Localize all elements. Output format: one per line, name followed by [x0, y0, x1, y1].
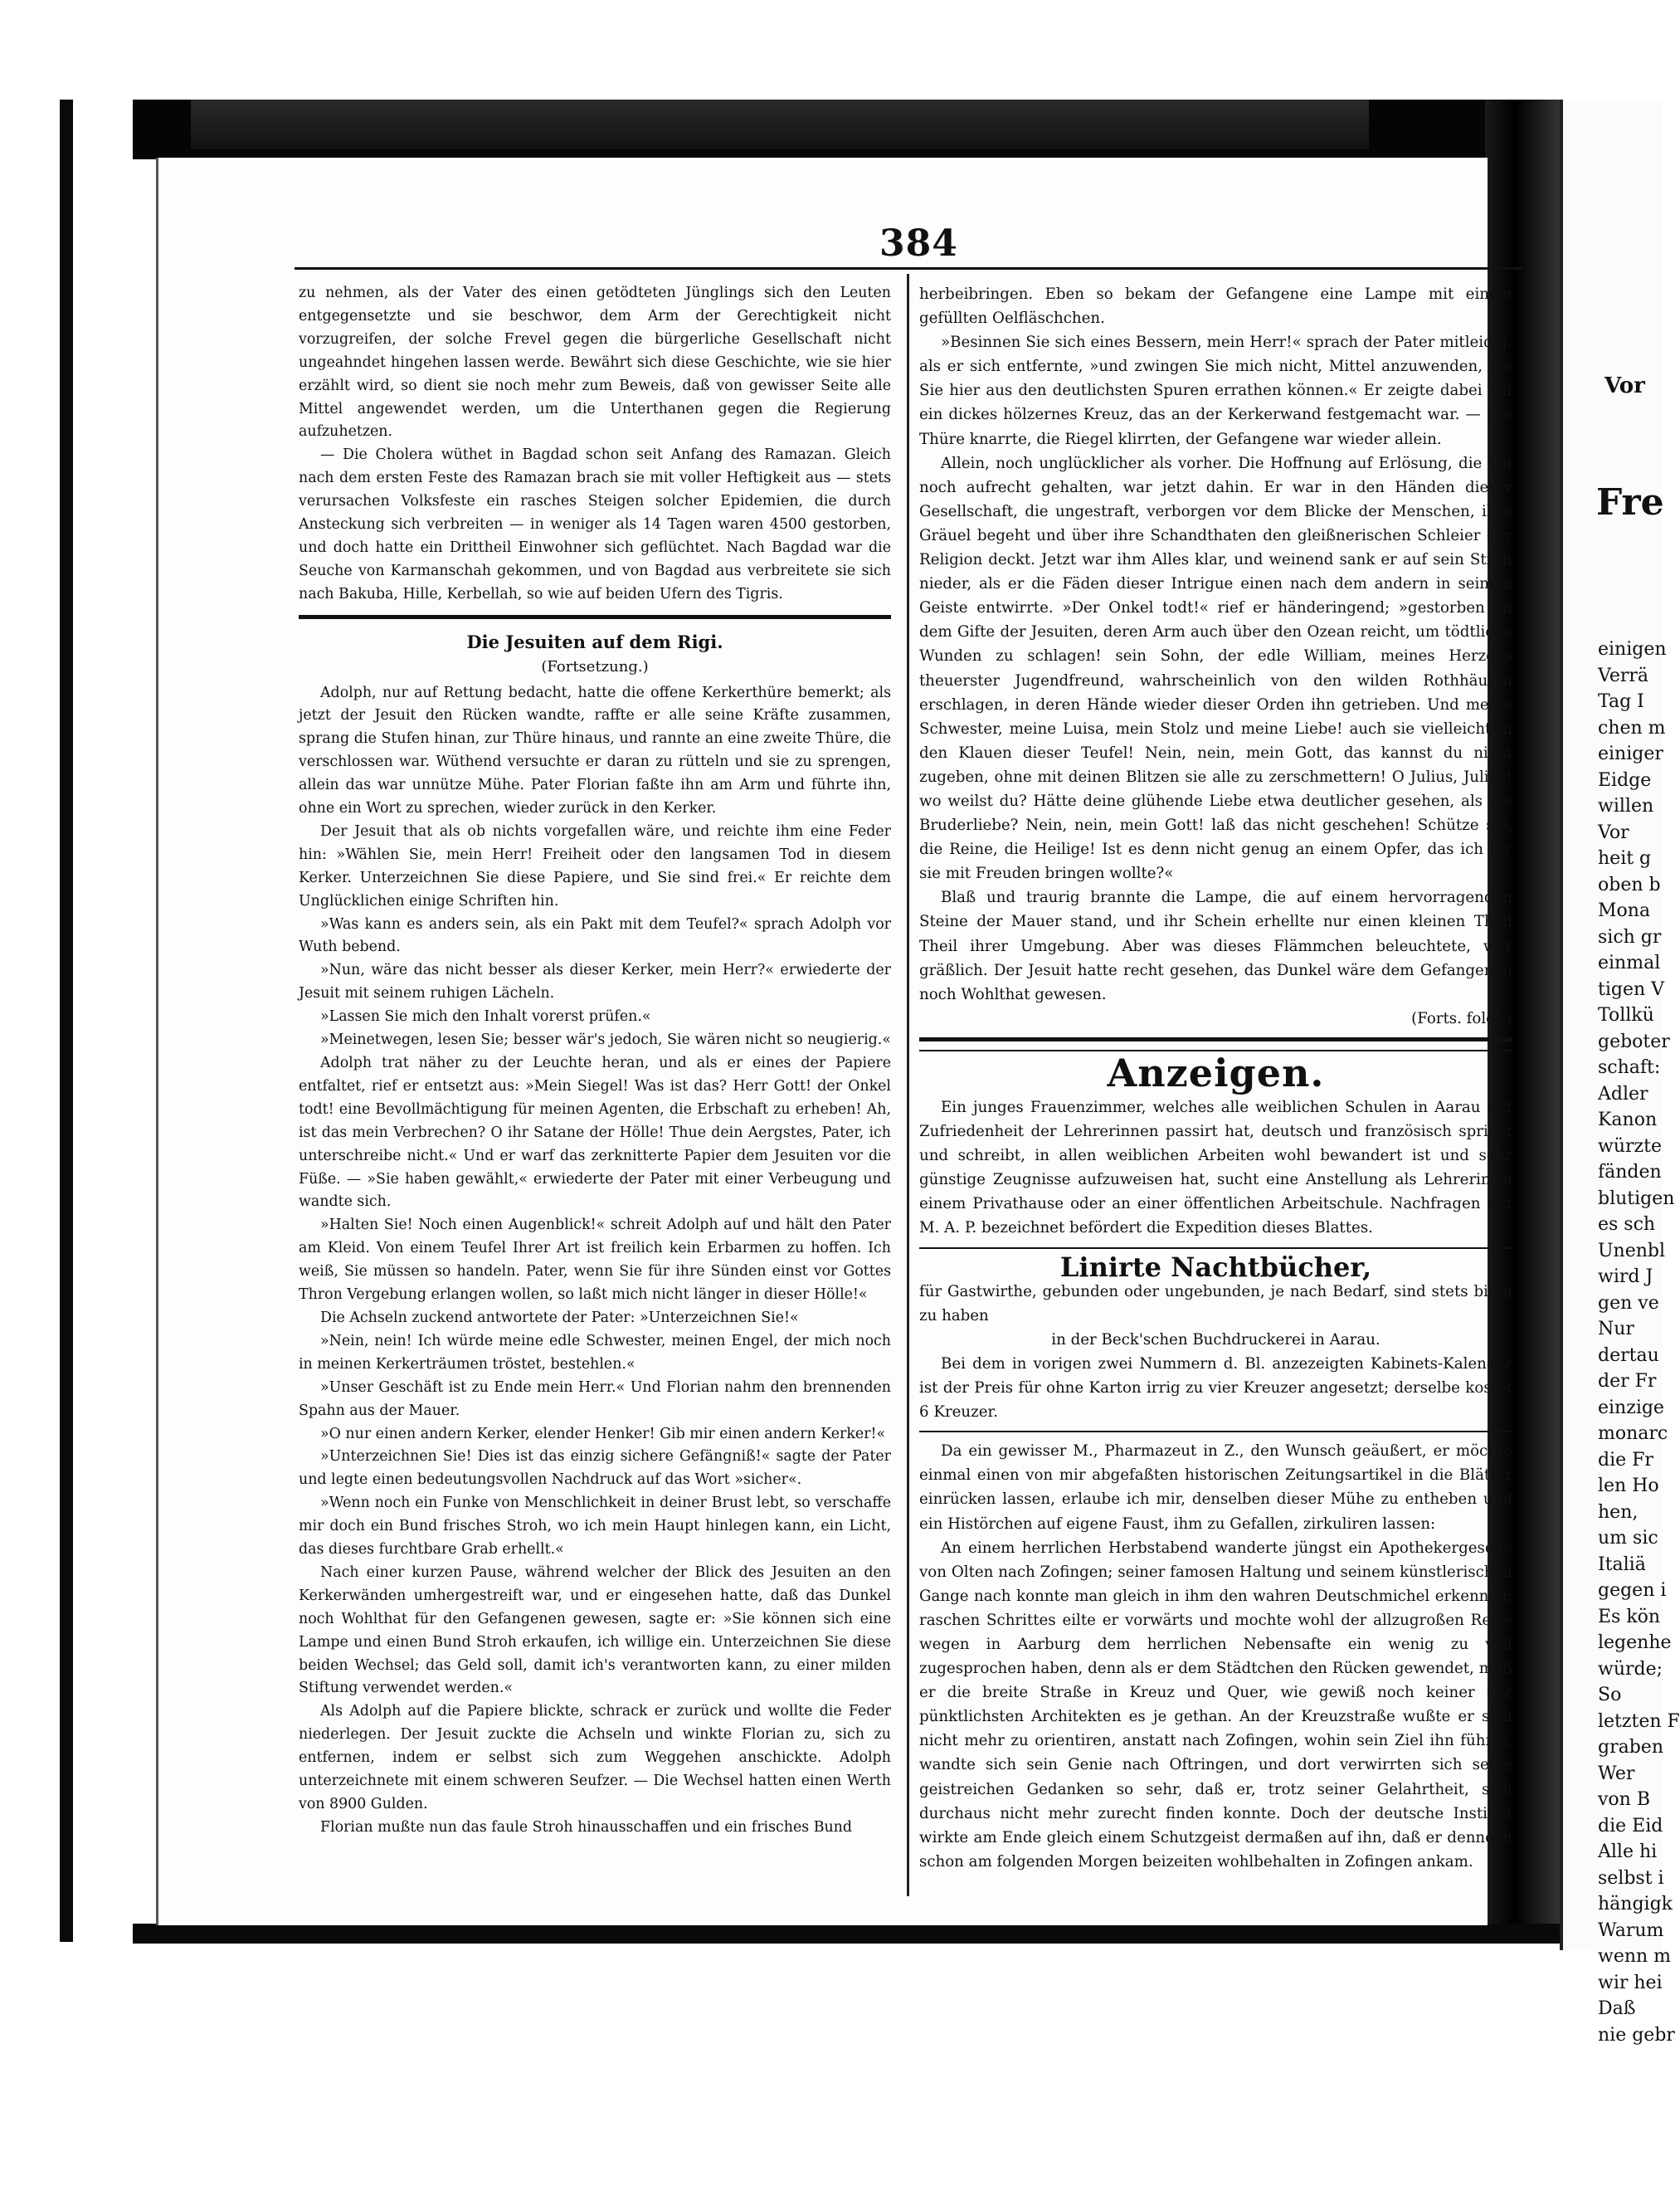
neighbour-text-line: Verrä — [1598, 665, 1649, 686]
neighbour-text-line: chen m — [1598, 717, 1666, 739]
article-subtitle: (Fortsetzung.) — [541, 657, 649, 676]
article-paragraph: Florian mußte nun das faule Stroh hinausschaffen und ein frisches Bund — [320, 1818, 853, 1836]
article-paragraph: »Wenn noch ein Funke von Menschlichkeit in deiner Brust lebt, so verschaffe mir doch ein Bund frisches Stroh, wo ich mein Haupt hinlegen kann, ein Licht, das dieses furchtbare Grab erhellt.« — [299, 1495, 891, 1558]
neighbour-page-fragment — [1560, 100, 1680, 2046]
article-paragraph: Allein, noch unglücklicher als vorher. Die Hoffnung auf Erlösung, die ihn noch aufrecht gehalten, war jetzt dahin. Er war in den Händen dieser Gesellschaft, die ungestraft, verborgen vor dem Blicke der Menschen, ihre Gräuel begeht und über ihre Schandthaten den gleißnerischen Schleier der Religion deckt. Jetzt war ihm Alles klar, und weinend sank er auf sein Stroh nieder, als er die Fäden dieser Intrigue einen nach dem andern in seinem Geiste entwirrte. »Der Onkel todt!« rief er händeringend; »gestorben an dem Gifte der Jesuiten, deren Arm auch über den Ozean reicht, um tödtliche Wunden zu schlagen! sein Sohn, der edle William, meines Herzens theuerster Jugendfreund, wahrscheinlich von den wilden Rothhäuten erschlagen, in deren Hände wieder dieser Orden ihn getrieben. Und meine Schwester, meine Luisa, mein Stolz und meine Liebe! auch sie vielleicht in den Klauen dieser Teufel! Nein, nein, mein Gott, das kannst du nicht zugeben, ohne mit deinen Blitzen sie alle zu zerschmettern! O Julius, Julius! wo weilst du? Hätte deine glühende Liebe etwa deutlicher gesehen, als die Bruderliebe? Nein, nein, mein Gott! laß das nicht geschehen! Schütze sie, die Reine, die Heilige! Ist es denn nicht genug an einem Opfer, das ich für sie mit Freuden bringen wollte?« — [919, 454, 1512, 883]
advertisement-text: Bei dem in vorigen zwei Nummern d. Bl. anzezeigten Kabinets-Kalender ist der Preis für ohne Karton irrig zu vier Kreuzer angesetzt; derselbe kostet 6 Kreuzer. — [919, 1354, 1512, 1422]
neighbour-text-line: nie gebr — [1598, 2024, 1675, 2046]
neighbour-text-line: So — [1598, 1685, 1622, 1705]
neighbour-text-line: um sic — [1598, 1528, 1658, 1549]
neighbour-text-line: Eidge — [1598, 769, 1652, 791]
neighbour-text-line: es sch — [1598, 1214, 1656, 1235]
neighbour-text-line: willen — [1598, 796, 1654, 817]
advertisement-text: An einem herrlichen Herbstabend wanderte jüngst ein Apothekergeselle von Olten nach Zofingen; seiner famosen Haltung und seinem künstlerischen Gange nach konnte man gleich in ihm den wahren Deutschmichel erkennen; raschen Schrittes eilte er vorwärts und mochte wohl der allzugroßen Reise wegen in Aarburg dem herrlichen Nebensafte ein wenig zu viel zugesprochen haben, denn als er dem Städtchen den Rücken gewendet, maß er die breite Straße in Kreuz und Quer, wie gewiß noch keiner der pünktlichsten Architekten es je gethan. An der Kreuzstraße wußte er sich nicht mehr zu orientiren, anstatt nach Zofingen, wohin sein Ziel ihn führte, wandte sich sein Genie nach Oftringen, und dort verwirrten sich seine geistreichen Gedanken so sehr, daß er, trotz seiner Gelahrtheit, sich durchaus nicht mehr zurecht finden konnte. Doch der deutsche Instinkt wirkte am Ende gleich einem Schutzgeist dermaßen auf ihn, daß er dennoch schon am folgenden Morgen beizeiten wohlbehalten in Zofingen ankam. — [919, 1539, 1512, 1871]
neighbour-heading-fragment: Vor — [1605, 373, 1645, 398]
neighbour-text-line: geboter — [1598, 1031, 1670, 1052]
left-column — [299, 282, 891, 1840]
neighbour-text-line: einiger — [1598, 744, 1663, 764]
neighbour-text-line: tigen V — [1598, 978, 1665, 1000]
ads-section-rule — [919, 1037, 1512, 1051]
article-paragraph: »Halten Sie! Noch einen Augenblick!« schreit Adolph auf und hält den Pater am Kleid. Von einem Teufel Ihrer Art ist freilich kein Erbarmen zu hoffen. Ich weiß, Sie müssen so handeln. Pater, wenn Sie für ihre Sünden einst vor Gottes Thron Vergebung erlangen wollen, so laßt mich nicht länger in dieser Hölle!« — [299, 1217, 891, 1304]
neighbour-text-line: Italiä — [1598, 1554, 1646, 1575]
neighbour-text-line: die Eid — [1598, 1815, 1663, 1836]
neighbour-text-line: Kanon — [1598, 1110, 1658, 1130]
header-rule — [295, 267, 1522, 270]
neighbour-text-line: Es kön — [1598, 1606, 1661, 1627]
neighbour-text-line: oben b — [1598, 874, 1661, 895]
article-paragraph: Blaß und traurig brannte die Lampe, die auf einem hervorragenden Steine der Mauer stand, und ihr Schein erhellte nur einen kleinen Theil Theil ihrer Umgebung. Aber was dieses Flämmchen beleuchtete, war gräßlich. Der Jesuit hatte recht gesehen, das Dunkel wäre dem Gefangenen noch Wohlthat gewesen. — [919, 889, 1512, 1003]
page-number: 384 — [879, 222, 958, 265]
neighbour-text-line: die Fr — [1598, 1449, 1653, 1471]
advertisement-location: in der Beck'schen Buchdruckerei in Aarau. — [1051, 1330, 1381, 1349]
neighbour-text-line: Tollkü — [1598, 1005, 1654, 1026]
section-rule — [299, 615, 891, 619]
neighbour-text-line: selbst i — [1598, 1867, 1664, 1889]
neighbour-text-line: Mona — [1598, 900, 1651, 921]
advertisement-text: für Gastwirthe, gebunden oder ungebunden, je nach Bedarf, sind stets billig zu haben — [919, 1282, 1512, 1324]
article-paragraph: »Was kann es anders sein, als ein Pakt mit dem Teufel?« sprach Adolph vor Wuth bebend. — [299, 915, 891, 956]
neighbour-text-line: hängigk — [1598, 1894, 1673, 1915]
neighbour-text-line: schaft: — [1598, 1057, 1661, 1078]
neighbour-text-line: graben — [1598, 1737, 1663, 1758]
article-paragraph: Adolph, nur auf Rettung bedacht, hatte die offene Kerkerthüre bemerkt; als jetzt der Jesuit den Rücken wandte, raffte er alle seine Kräfte zusammen, sprang die Stufen hinan, zur Thüre hinaus, und rannte an eine zweite Thüre, die verschlossen war. Wüthend versuchte er daran zu rütteln und sie zu sprengen, allein das war unnütze Mühe. Pater Florian faßte ihn am Arm und führte ihn, ohne ein Wort zu sprechen, wieder zurück in den Kerker. — [299, 684, 891, 817]
article-paragraph: Die Achseln zuckend antwortete der Pater: »Unterzeichnen Sie!« — [320, 1309, 799, 1326]
neighbour-text-line: Tag I — [1598, 691, 1644, 712]
article-paragraph: »Nun, wäre das nicht besser als dieser Kerker, mein Herr?« erwiederte der Jesuit mit seinem ruhigen Lächeln. — [299, 962, 891, 1002]
neighbour-text-line: Adler — [1598, 1083, 1648, 1105]
advertisement-heading: Linirte Nachtbücher, — [1059, 1251, 1372, 1283]
article-paragraph: »Unser Geschäft ist zu Ende mein Herr.« Und Florian nahm den brennenden Spahn aus der Mauer. — [299, 1378, 891, 1419]
neighbour-text-line: Nur — [1598, 1319, 1634, 1339]
neighbour-text-line: Wer — [1598, 1763, 1635, 1784]
neighbour-text-line: Unenbl — [1598, 1240, 1666, 1261]
neighbour-text-line: gegen i — [1598, 1580, 1667, 1601]
neighbour-text-line: hen, — [1598, 1501, 1639, 1523]
scan-border-left — [60, 100, 73, 1942]
neighbour-text-line: fänden — [1598, 1162, 1662, 1183]
article-paragraph: »Lassen Sie mich den Inhalt vorerst prüfen.« — [320, 1008, 651, 1026]
neighbour-text-line: gen ve — [1598, 1292, 1659, 1314]
ads-heading: Anzeigen. — [1107, 1050, 1325, 1095]
article-paragraph: Adolph trat näher zu der Leuchte heran, und als er eines der Papiere entfaltet, rief er entsetzt aus: »Mein Siegel! Was ist das? Herr Gott! der Onkel todt! eine Bevollmächtigung für meinen Agenten, die Erbschaft zu erheben! Ah, ist das mein Verbrechen? O ihr Satane der Hölle! Thue dein Aergstes, Pater, ich unterschreibe nicht.« Und er warf das zerknitterte Papier dem Jesuiten vor die Füße. — »Sie haben gewählt,« erwiederte der Pater mit einer Verbeugung und wandte sich. — [299, 1055, 891, 1211]
neighbour-text-line: heit g — [1598, 848, 1652, 869]
news-paragraph: — Die Cholera wüthet in Bagdad schon seit Anfang des Ramazan. Gleich nach dem ersten Feste des Ramazan brach sie mit voller Heftigkeit aus — stets verursachen Volksfeste ein rasches Steigen solcher Epidemien, die durch Ansteckung sich verbreiten — in weniger als 14 Tagen waren 4500 gestorben, und doch hatte ein Drittheil Einwohner sich geflüchtet. Nach Bagdad war die Seuche von Karmanschah gekommen, und von Bagdad aus verbreitete sie sich nach Bakuba, Hille, Kerbellah, so wie auf beiden Ufern des Tigris. — [299, 446, 891, 602]
right-column — [919, 282, 1512, 1874]
neighbour-text-line: würzte — [1598, 1135, 1662, 1157]
neighbour-text-line: wird J — [1598, 1266, 1653, 1287]
neighbour-text-line: einzige — [1598, 1397, 1664, 1418]
neighbour-text-line: von B — [1598, 1789, 1651, 1810]
advertisement-text: Ein junges Frauenzimmer, welches alle weiblichen Schulen in Aarau mit Zufriedenheit der Lehrerinnen passirt hat, deutsch und französisch spricht und schreibt, in allen weiblichen Arbeiten wohl bewandert ist und sehr günstige Zeugnisse aufzuweisen hat, sucht eine Anstellung als Lehrerin in einem Privathause oder an einer öffentlichen Arbeitschule. Nachfragen mit M. A. P. bezeichnet befördert die Expedition dieses Blattes. — [919, 1099, 1512, 1237]
neighbour-text-line: monarc — [1598, 1423, 1668, 1444]
neighbour-text-line: letzten F — [1598, 1710, 1680, 1732]
article-title: Die Jesuiten auf dem Rigi. — [466, 631, 723, 652]
continuation-note: (Forts. folgt.) — [1411, 1009, 1512, 1027]
scan-border-bottom — [133, 1924, 1560, 1944]
neighbour-text-line: einigen — [1598, 639, 1667, 660]
article-paragraph: »Besinnen Sie sich eines Bessern, mein Herr!« sprach der Pater mitleidig, als er sich entfernte, »und zwingen Sie mich nicht, Mittel anzuwenden, die Sie hier aus den deutlichsten Spuren errathen können.« Er zeigte dabei auf ein dickes hölzernes Kreuz, das an der Kerkerwand festgemacht war. — Die Thüre knarrte, die Riegel klirrten, der Gefangene war wieder allein. — [919, 334, 1512, 448]
article-paragraph: herbeibringen. Eben so bekam der Gefangene eine Lampe mit einem gefüllten Oelfläschchen. — [919, 285, 1512, 328]
article-paragraph: Nach einer kurzen Pause, während welcher der Blick des Jesuiten an den Kerkerwänden umhergestreift war, und er eingesehen hatte, daß das Dunkel noch Wohlthat für den Gefangenen gewesen, sagte er: »Sie können sich eine Lampe und einen Bund Stroh erkaufen, ich willige ein. Unterzeichnen Sie diese beiden Wechsel; das Geld soll, damit ich's verantworten kann, zu einer milden Stiftung verwendet werden.« — [299, 1563, 891, 1697]
column-divider — [907, 274, 909, 1896]
neighbour-text-line: blutigen — [1598, 1188, 1675, 1209]
neighbour-title-fragment: Fre — [1596, 481, 1664, 524]
article-paragraph: Als Adolph auf die Papiere blickte, schrack er zurück und wollte die Feder niederlegen. Der Jesuit zuckte die Achseln und winkte Florian zu, sich zu entfernen, indem er selbst sich zum Weggehen anschickte. Adolph unterzeichnete mit einem schweren Seufzer. — Die Wechsel hatten einen Werth von 8900 Gulden. — [299, 1703, 891, 1812]
neighbour-text-line: einmal — [1598, 953, 1661, 973]
article-paragraph: »Unterzeichnen Sie! Dies ist das einzig sichere Gefängniß!« sagte der Pater und legte einen bedeutungsvollen Nachdruck auf das Wort »sicher«. — [299, 1448, 891, 1489]
advertisement-text: Da ein gewisser M., Pharmazeut in Z., den Wunsch geäußert, er möchte einmal einen von mir abgefaßten historischen Zeitungsartikel in die Blätter einrücken lassen, erlaube ich mir, denselben dieser Mühe zu entheben und ein Histörchen auf eigene Faust, ihm zu Gefallen, zirkuliren lassen: — [919, 1442, 1512, 1533]
neighbour-text-line: würde; — [1598, 1658, 1663, 1680]
neighbour-text-line: Daß — [1598, 1998, 1636, 2019]
neighbour-text-line: sich gr — [1598, 926, 1662, 948]
ad-separator — [919, 1247, 1512, 1249]
neighbour-text-line: der Fr — [1598, 1371, 1657, 1392]
neighbour-text-line: wir hei — [1598, 1972, 1663, 1993]
article-paragraph: »Meinetwegen, lesen Sie; besser wär's jedoch, Sie wären nicht so neugierig.« — [320, 1032, 891, 1049]
neighbour-text-line: legenhe — [1598, 1632, 1672, 1653]
news-paragraph: zu nehmen, als der Vater des einen getödteten Jünglings sich den Leuten entgegensetzte und sie beschwor, dem Arm der Gerechtigkeit nicht vorzugreifen, der solche Frevel gegen die bürgerliche Gesellschaft nicht ungeahndet hingehen lassen werde. Bewährt sich diese Geschichte, wie sie hier erzählt wird, so dient sie noch mehr zum Beweis, daß von gewisser Seite alle Mittel angewendet werden, um die Unterthanen gegen die Regierung aufzuhetzen. — [299, 285, 891, 441]
neighbour-text-line: len Ho — [1598, 1476, 1659, 1496]
article-paragraph: »O nur einen andern Kerker, elender Henker! Gib mir einen andern Kerker!« — [320, 1425, 886, 1442]
scan-border-top-inner — [191, 100, 1369, 149]
neighbour-text-line: dertau — [1598, 1344, 1659, 1366]
neighbour-text-line: Alle hi — [1598, 1841, 1658, 1862]
neighbour-text-line: Warum — [1598, 1919, 1664, 1941]
article-paragraph: Der Jesuit that als ob nichts vorgefallen wäre, und reichte ihm eine Feder hin: »Wählen Sie, mein Herr! Freiheit oder den langsamen Tod in diesem Kerker. Unterzeichnen Sie diese Papiere, und Sie sind frei.« Er reichte dem Unglücklichen einige Schriften hin. — [299, 822, 891, 910]
neighbour-text-line: Vor — [1598, 822, 1629, 843]
article-paragraph: »Nein, nein! Ich würde meine edle Schwester, meinen Engel, der mich noch in meinen Kerkerträumen tröstet, bestehlen.« — [299, 1332, 891, 1373]
ad-separator — [919, 1431, 1512, 1432]
neighbour-text-line: wenn m — [1598, 1946, 1672, 1967]
